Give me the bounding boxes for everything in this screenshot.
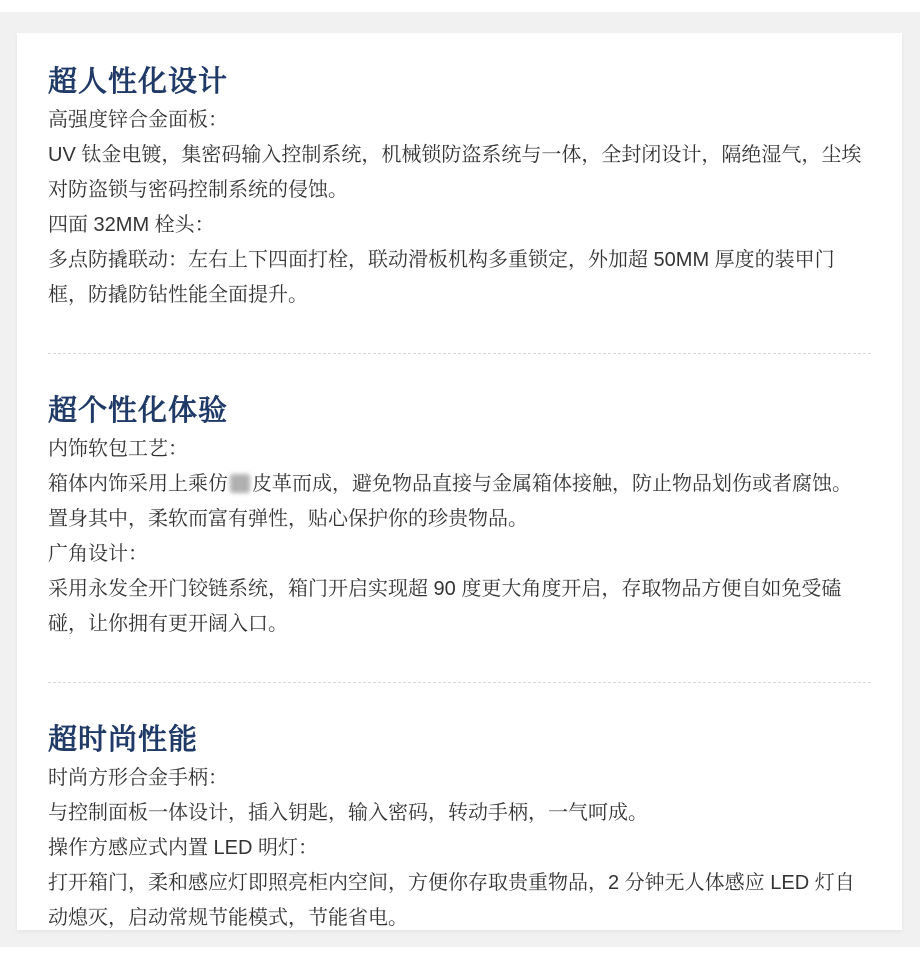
feature-subtitle: 高强度锌合金面板：	[48, 108, 228, 131]
section-heading: 超时尚性能	[48, 723, 199, 756]
feature-subtitle: 操作方感应式内置 LED 明灯：	[48, 836, 319, 859]
feature-description: 采用永发全开门铰链系统，箱门开启实现超 90 度更大角度开启，存取物品方便自如免受磕碰，让你拥有更开阔入口。	[48, 577, 842, 635]
text-after-censor: 皮革而成，避免物品直接与金属箱体接触，防止物品划伤或者腐蚀。置身其中，柔软而富有弹性，贴心保护你的珍贵物品。	[48, 472, 852, 530]
product-detail-card	[17, 33, 902, 930]
section-personalized-experience	[48, 396, 871, 642]
dashed-divider	[48, 353, 871, 354]
text-before-censor: 箱体内饰采用上乘仿	[48, 472, 228, 495]
feature-description	[48, 467, 871, 537]
feature-subtitle: 四面 32MM 栓头：	[48, 213, 215, 236]
section-heading: 超人性化设计	[48, 66, 229, 98]
dashed-divider	[48, 682, 871, 683]
feature-description: 打开箱门，柔和感应灯即照亮柜内空间，方便你存取贵重物品，2 分钟无人体感应 LED 灯自动熄灭，启动常规节能模式，节能省电。	[48, 871, 855, 929]
section-humanized-design	[48, 67, 871, 313]
gray-band	[0, 12, 920, 947]
feature-description: 多点防撬联动：左右上下四面打栓，联动滑板机构多重锁定，外加超 50MM 厚度的装甲门框，防撬防钻性能全面提升。	[48, 248, 835, 306]
feature-subtitle: 广角设计：	[48, 542, 148, 565]
section-fashionable-performance	[48, 725, 871, 936]
feature-subtitle: 时尚方形合金手柄：	[48, 766, 228, 789]
censored-blur-patch	[230, 474, 250, 493]
feature-description: 与控制面板一体设计，插入钥匙，输入密码，转动手柄，一气呵成。	[48, 801, 648, 824]
feature-description: UV 钛金电镀，集密码输入控制系统，机械锁防盗系统与一体，全封闭设计，隔绝湿气，尘埃对防盗锁与密码控制系统的侵蚀。	[48, 143, 862, 201]
feature-subtitle: 内饰软包工艺：	[48, 437, 188, 460]
section-heading: 超个性化体验	[48, 394, 229, 427]
